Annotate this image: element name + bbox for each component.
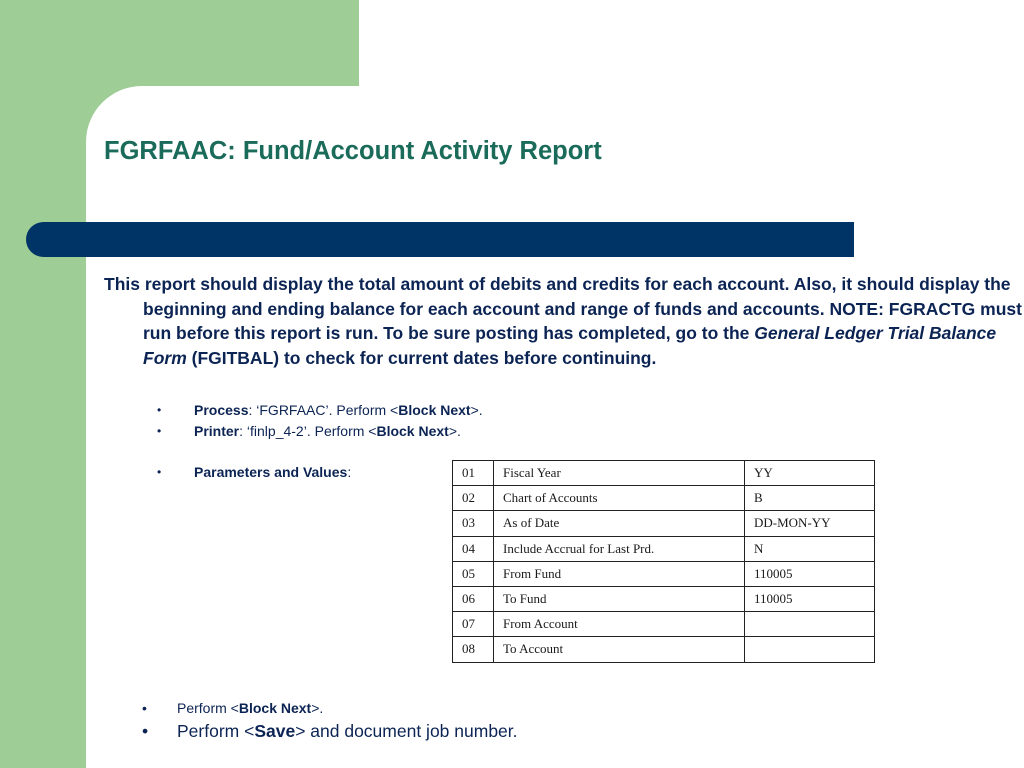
bullet-bold: Block Next bbox=[376, 422, 449, 439]
bullet-marker: • bbox=[142, 700, 147, 716]
bullet-text: Perform < bbox=[177, 720, 255, 741]
title-divider-bar bbox=[26, 222, 854, 257]
bullet-marker: • bbox=[157, 402, 162, 417]
param-number-cell: 08 bbox=[453, 637, 494, 662]
bullet-text-end: >. bbox=[470, 401, 483, 418]
param-value-cell: 110005 bbox=[745, 586, 875, 611]
bullet-bold: Block Next bbox=[398, 401, 471, 418]
param-name-cell: Include Accrual for Last Prd. bbox=[494, 536, 745, 561]
param-name-cell: To Account bbox=[494, 637, 745, 662]
param-name-cell: From Account bbox=[494, 612, 745, 637]
bullet-block-next bbox=[142, 697, 518, 719]
bullet-text-end: > and document job number. bbox=[295, 720, 518, 741]
bullet-text: : ‘finlp_4-2’. Perform < bbox=[239, 422, 377, 439]
param-number-cell: 01 bbox=[453, 461, 494, 486]
bullet-parameters bbox=[157, 461, 483, 482]
intro-paragraph bbox=[104, 272, 1023, 370]
param-number-cell: 07 bbox=[453, 612, 494, 637]
parameters-table bbox=[452, 460, 875, 663]
param-number-cell: 03 bbox=[453, 511, 494, 536]
param-value-cell: 110005 bbox=[745, 561, 875, 586]
bullet-printer bbox=[157, 420, 483, 441]
param-value-cell: YY bbox=[745, 461, 875, 486]
param-value-cell: N bbox=[745, 536, 875, 561]
bullet-text: Perform < bbox=[177, 700, 239, 716]
bullet-label: Printer bbox=[194, 422, 240, 439]
param-name-cell: Chart of Accounts bbox=[494, 486, 745, 511]
bullet-label: Parameters and Values bbox=[194, 463, 348, 480]
param-number-cell: 02 bbox=[453, 486, 494, 511]
top-right-panel bbox=[359, 0, 1024, 86]
bullet-text-end: >. bbox=[311, 700, 324, 716]
bullet-text: : bbox=[347, 463, 352, 480]
param-name-cell: Fiscal Year bbox=[494, 461, 745, 486]
bullet-save bbox=[142, 719, 518, 743]
param-number-cell: 06 bbox=[453, 586, 494, 611]
table-row bbox=[453, 486, 875, 511]
param-name-cell: From Fund bbox=[494, 561, 745, 586]
bullet-text-end: >. bbox=[448, 422, 461, 439]
param-value-cell bbox=[745, 637, 875, 662]
bullet-process bbox=[157, 399, 483, 420]
table-row bbox=[453, 461, 875, 486]
param-value-cell: B bbox=[745, 486, 875, 511]
param-number-cell: 05 bbox=[453, 561, 494, 586]
intro-text-1: This report should display the total amount of debits and credits for each account. Also, it should display the beginning and ending balance for each account and range of funds and accounts. NOTE: FGRACTG must run before this report is run. To be sure posting has completed, go to the bbox=[104, 274, 1022, 343]
bullet-marker: • bbox=[157, 423, 162, 438]
bullet-text: : ‘FGRFAAC’. Perform < bbox=[248, 401, 399, 418]
table-row bbox=[453, 536, 875, 561]
param-name-cell: As of Date bbox=[494, 511, 745, 536]
intro-form-name: General Ledger Trial Balance Form bbox=[143, 323, 997, 368]
table-row bbox=[453, 511, 875, 536]
param-value-cell: DD-MON-YY bbox=[745, 511, 875, 536]
bullet-bold: Save bbox=[254, 720, 296, 741]
param-name-cell: To Fund bbox=[494, 586, 745, 611]
intro-text-2: (FGITBAL) to check for current dates before continuing. bbox=[186, 347, 657, 368]
param-number-cell: 04 bbox=[453, 536, 494, 561]
bottom-bullet-list bbox=[142, 697, 518, 743]
bullet-bold: Block Next bbox=[238, 700, 312, 716]
table-row bbox=[453, 586, 875, 611]
param-value-cell bbox=[745, 612, 875, 637]
table-row bbox=[453, 612, 875, 637]
table-row bbox=[453, 561, 875, 586]
step-bullet-list bbox=[157, 399, 483, 482]
bullet-marker: • bbox=[157, 464, 162, 479]
slide-title: FGRFAAC: Fund/Account Activity Report bbox=[104, 137, 602, 165]
bullet-label: Process bbox=[194, 401, 249, 418]
bullet-marker: • bbox=[142, 720, 149, 741]
table-row bbox=[453, 637, 875, 662]
